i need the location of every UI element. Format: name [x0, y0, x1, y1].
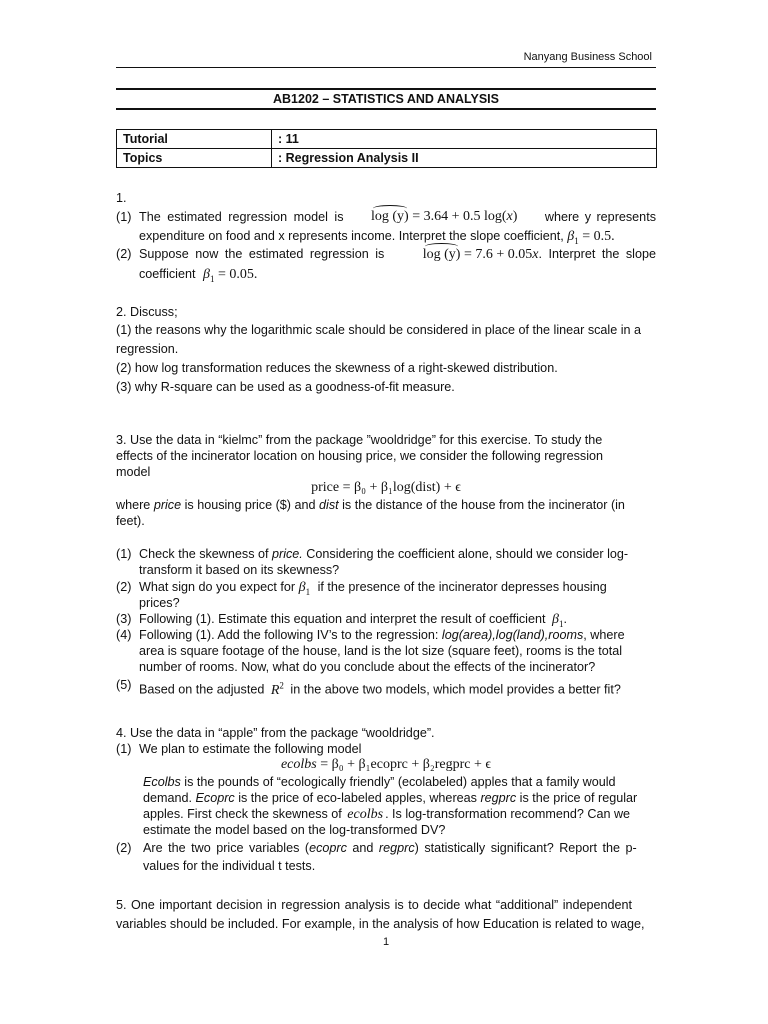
beta: β — [202, 267, 210, 282]
t: = β₀ + β₁ecoprc + β₂regprc + ϵ — [316, 757, 492, 772]
beta1-symbol — [203, 267, 257, 282]
num: (1) — [116, 742, 132, 756]
q3-item4-line2: area is square footage of the house, land is the lot size (square feet), rooms is the total — [139, 644, 623, 658]
beta-val: = 0.5. — [578, 229, 615, 244]
beta: β — [298, 580, 306, 595]
topics-value: : Regression Analysis II — [272, 149, 657, 168]
t: regprc — [480, 791, 517, 805]
q2-line1: (1) the reasons why the logarithmic scale should be considered in place of the linear scale in a — [116, 323, 642, 337]
t: , where — [583, 628, 625, 642]
t: What sign do you expect for — [139, 580, 296, 594]
beta1-symbol — [567, 229, 614, 244]
t: log(area),log(land),rooms — [441, 628, 584, 642]
q3-where-line2: feet). — [116, 514, 145, 528]
t: regprc — [378, 841, 415, 855]
school-name: Nanyang Business School — [523, 51, 652, 63]
q3-where-line1 — [116, 497, 656, 513]
beta-sub: 1 — [558, 618, 564, 629]
log-y-hat: log (y) — [370, 209, 409, 224]
num: (2) — [116, 841, 132, 855]
table-row — [117, 149, 657, 168]
t: Are the two price variables ( — [143, 841, 310, 855]
q4-p3 — [143, 806, 651, 823]
title-rule-bottom — [116, 108, 656, 110]
t: ecoprc — [309, 841, 347, 855]
q1-item2-equation — [423, 247, 539, 262]
q1-item2-num: (2) — [116, 247, 132, 261]
r: R — [270, 682, 280, 698]
num: (2) — [116, 580, 132, 594]
q1-item1-line2-text: expenditure on food and x represents income. Interpret the slope coefficient, — [139, 229, 564, 243]
t: in the above two models, which model provides a better fit? — [290, 682, 621, 697]
q5-line1: 5. One important decision in regression analysis is to decide what “additional” independent — [116, 898, 633, 912]
table-row — [117, 130, 657, 149]
t: apples. First check the skewness of — [143, 807, 342, 821]
tutorial-value: : 11 — [272, 130, 657, 149]
q4-equation — [116, 757, 656, 773]
eq-rhs: = 7.6 + 0.05 — [463, 247, 533, 262]
eq-x: x — [506, 209, 513, 224]
q1-item2-eq-wrap — [423, 246, 656, 263]
q2-line4: (3) why R-square can be used as a goodness-of-fit measure. — [116, 380, 455, 394]
num: (3) — [116, 612, 132, 626]
q1-item1-text-b: where y represents — [544, 210, 656, 224]
t: Following (1). Estimate this equation and interpret the result of coefficient — [139, 612, 546, 626]
q2-line2: regression. — [116, 342, 179, 356]
q1-number: 1. — [116, 191, 127, 205]
beta-sub: 1 — [574, 235, 579, 246]
t: demand. — [143, 791, 196, 805]
eq-close: ) — [512, 209, 518, 224]
q3-line3: model — [116, 465, 151, 479]
t: is housing price ($) and — [181, 498, 320, 512]
eq-rhs: = 3.64 + 0.5 log( — [412, 209, 507, 224]
q1-item2-line2 — [139, 266, 656, 287]
t: Based on the adjusted — [139, 682, 265, 697]
t: Ecoprc — [195, 791, 235, 805]
q4-line1: 4. Use the data in “apple” from the package “wooldridge”. — [116, 726, 435, 740]
log-y-hat: log (y) — [422, 247, 461, 262]
t: where — [116, 498, 154, 512]
q4-p2 — [143, 790, 651, 806]
beta: β — [567, 229, 575, 244]
t: dist — [319, 498, 339, 512]
t: Ecolbs — [143, 775, 181, 789]
t: . — [563, 612, 567, 626]
q2-line3: (2) how log transformation reduces the skewness of a right-skewed distribution. — [116, 361, 558, 375]
t: Check the skewness of — [139, 547, 272, 561]
beta-sub: 1 — [209, 273, 215, 284]
t: is the distance of the house from the incinerator (in — [338, 498, 625, 512]
t: ecolbs — [347, 807, 384, 822]
q3-item4-line3: number of rooms. Now, what do you conclude about the effects of the incinerator? — [139, 660, 596, 674]
q3-item2-line2: prices? — [139, 596, 180, 610]
t: is the pounds of “ecologically friendly” (ecolabeled) apples that a family would — [180, 775, 616, 789]
t: ) statistically significant? Report the p- — [414, 841, 637, 855]
title-rule-top — [116, 88, 656, 90]
q4-p1 — [143, 774, 651, 790]
q5-line2: variables should be included. For example, in the analysis of how Education is related to wage, — [116, 917, 645, 931]
page-number: 1 — [382, 936, 390, 948]
q1-item1-equation — [371, 209, 517, 225]
t: We plan to estimate the following model — [139, 742, 362, 756]
q1-item1-num: (1) — [116, 210, 132, 224]
t: price — [153, 498, 182, 512]
t: . Is log-transformation recommend? Can we — [385, 807, 631, 821]
course-title: AB1202 – STATISTICS AND ANALYSIS — [273, 92, 499, 106]
q3-line1: 3. Use the data in “kielmc” from the package ”wooldridge” for this exercise. To study the — [116, 433, 603, 447]
q3-item1-line2: transform it based on its skewness? — [139, 563, 340, 577]
q1-item2-line2-text: coefficient — [139, 267, 196, 281]
q3-line2: effects of the incinerator location on housing price, we consider the following regression — [116, 449, 604, 463]
eq-x: x — [532, 247, 539, 262]
t: Following (1). Add the following IV’s to the regression: — [139, 628, 442, 642]
header-rule — [116, 67, 656, 68]
num: (5) — [116, 678, 132, 692]
num: (1) — [116, 547, 132, 561]
q1-item2-text-b: . Interpret the slope — [538, 247, 656, 261]
tutorial-label: Tutorial — [117, 130, 272, 149]
beta: β — [551, 612, 559, 627]
beta-val: = 0.05. — [214, 267, 258, 282]
t: and — [346, 841, 379, 855]
t: Considering the coefficient alone, should we consider log- — [302, 547, 629, 561]
beta-sub: 1 — [305, 586, 311, 597]
q4-p4: estimate the model based on the log-transformed DV? — [143, 823, 446, 837]
q3-equation: price = β₀ + β₁log(dist) + ϵ — [311, 480, 461, 495]
tutorial-info-table — [116, 129, 657, 168]
t: if the presence of the incinerator depresses housing — [317, 580, 607, 594]
sup: 2 — [279, 680, 284, 690]
num: (4) — [116, 628, 132, 642]
q2-heading: 2. Discuss; — [116, 305, 178, 319]
q1-item1-text: The estimated regression model is — [139, 210, 344, 224]
topics-label: Topics — [117, 149, 272, 168]
t: is the price of regular — [516, 791, 638, 805]
t: ecolbs — [280, 757, 317, 772]
t: is the price of eco-labeled apples, whereas — [234, 791, 481, 805]
t: price. — [272, 547, 303, 561]
q1-item2-text: Suppose now the estimated regression is — [139, 247, 385, 261]
q4-item2-line2: values for the individual t tests. — [143, 859, 316, 873]
